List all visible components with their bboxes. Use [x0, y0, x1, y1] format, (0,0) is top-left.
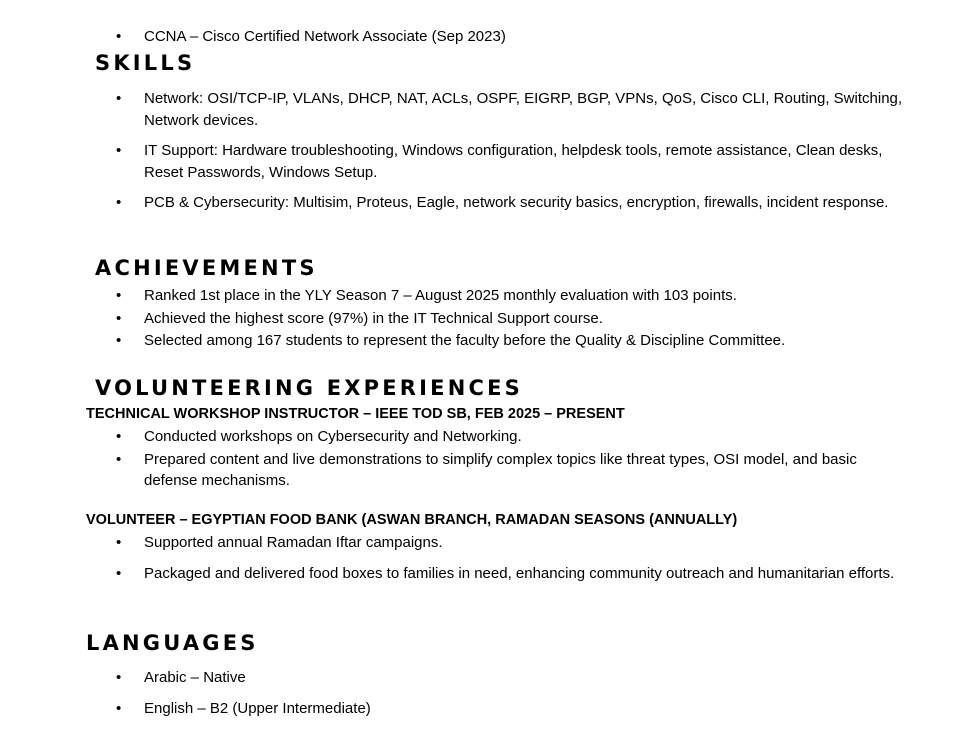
skill-text: Network: OSI/TCP-IP, VLANs, DHCP, NAT, ACLs, OSPF, EIGRP, BGP, VPNs, QoS, Cisco CLI, Routing, Switching, Network devices. [144, 90, 903, 129]
list-item [0, 140, 978, 183]
food-bank-list [0, 532, 978, 593]
role-title-workshop-instructor: TECHNICAL WORKSHOP INSTRUCTOR – IEEE TOD SB, FEB 2025 – PRESENT [86, 406, 625, 422]
language-text: English – B2 (Upper Intermediate) [144, 699, 371, 717]
achievement-text: Achieved the highest score (97%) in the IT Technical Support course. [144, 309, 603, 327]
bullet-icon: • [116, 699, 122, 717]
achievements-list [0, 285, 978, 353]
bullet-icon: • [116, 564, 122, 582]
list-item [0, 308, 978, 330]
bullet-icon: • [116, 287, 122, 304]
list-item [0, 667, 978, 689]
achievement-text: Ranked 1st place in the YLY Season 7 – August 2025 monthly evaluation with 103 points. [144, 287, 737, 304]
workshop-instructor-list [0, 426, 978, 493]
section-heading-skills: SKILLS [95, 51, 196, 75]
role-duty-text: Prepared content and live demonstrations to simplify complex topics like threat types, OSI model, and basic defense mechanisms. [144, 450, 857, 489]
list-item [0, 26, 978, 48]
bullet-icon: • [116, 90, 122, 107]
role-duty-text: Packaged and delivered food boxes to families in need, enhancing community outreach and humanitarian efforts. [144, 564, 895, 582]
list-item [0, 285, 978, 307]
section-heading-volunteering: VOLUNTEERING EXPERIENCES [95, 376, 523, 400]
list-item [0, 449, 978, 492]
list-item [0, 330, 978, 352]
list-item [0, 88, 978, 131]
list-item [0, 698, 978, 720]
language-text: Arabic – Native [144, 669, 246, 686]
list-item [0, 563, 978, 585]
skills-list [0, 88, 978, 223]
role-title-food-bank: VOLUNTEER – EGYPTIAN FOOD BANK (ASWAN BRANCH, RAMADAN SEASONS (ANNUALLY) [86, 512, 738, 528]
bullet-icon: • [116, 28, 122, 45]
certifications-list [0, 26, 978, 49]
role-duty-text: Conducted workshops on Cybersecurity and Networking. [144, 428, 522, 445]
role-duty-text: Supported annual Ramadan Iftar campaigns. [144, 534, 443, 551]
list-item [0, 192, 978, 214]
skill-text: PCB & Cybersecurity: Multisim, Proteus, Eagle, network security basics, encryption, firewalls, incident response. [144, 194, 889, 211]
section-heading-achievements: ACHIEVEMENTS [95, 256, 318, 280]
bullet-icon: • [116, 534, 122, 551]
certification-text: CCNA – Cisco Certified Network Associate (Sep 2023) [144, 28, 506, 45]
bullet-icon: • [116, 142, 122, 159]
bullet-icon: • [116, 428, 122, 445]
list-item [0, 532, 978, 554]
skill-text: IT Support: Hardware troubleshooting, Windows configuration, helpdesk tools, remote assistance, Clean desks, Reset Passwords, Windows Setup. [144, 142, 883, 181]
bullet-icon: • [116, 194, 122, 211]
list-item [0, 426, 978, 448]
bullet-icon: • [116, 450, 122, 468]
bullet-icon: • [116, 309, 122, 327]
bullet-icon: • [116, 332, 122, 349]
section-heading-languages: LANGUAGES [86, 631, 259, 655]
achievement-text: Selected among 167 students to represent the faculty before the Quality & Discipline Committee. [144, 332, 786, 349]
bullet-icon: • [116, 669, 122, 686]
languages-list [0, 667, 978, 728]
